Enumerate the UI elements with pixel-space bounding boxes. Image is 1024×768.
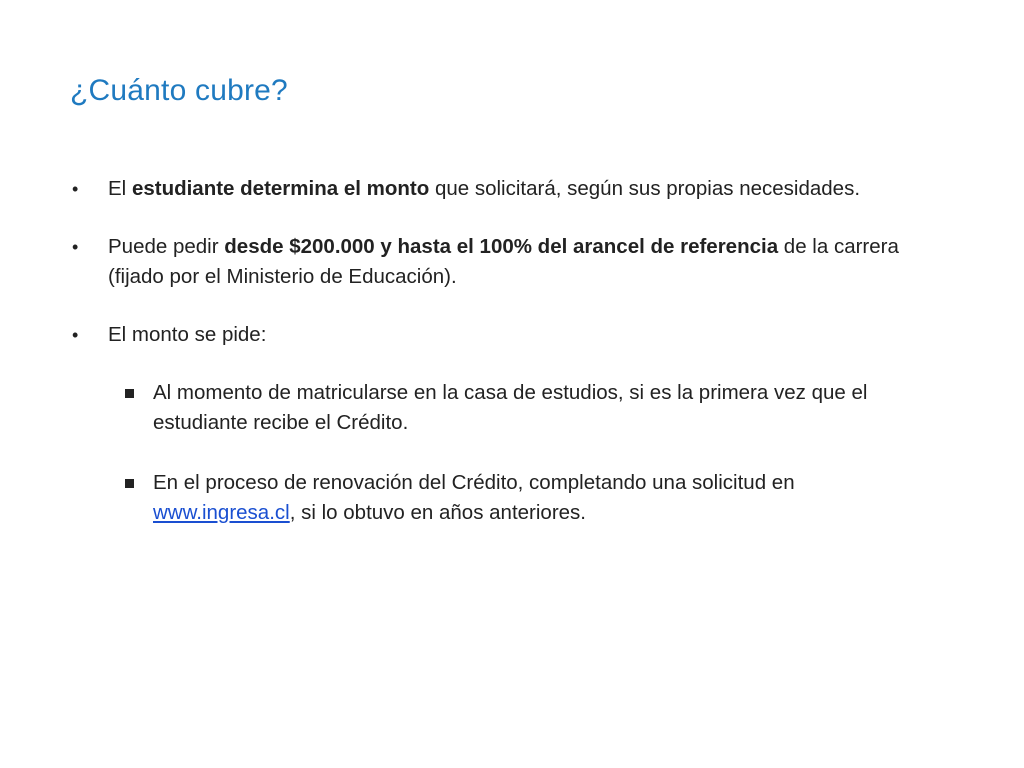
bullet-dot-icon: • — [72, 179, 79, 199]
slide-body — [70, 174, 930, 528]
square-bullet-icon — [125, 389, 134, 398]
bullet-bold-text: desde $200.000 y hasta el 100% del arancel de referencia — [224, 235, 779, 258]
square-bullet-icon — [125, 479, 134, 488]
sub-bullet-item — [70, 468, 930, 528]
bullet-item — [70, 232, 930, 292]
sub-bullet-text: Al momento de matricularse en la casa de estudios, si es la primera vez que el estudiante recibe el Crédito. — [153, 381, 868, 434]
bullet-text: de la carrera (fijado por el Ministerio de Educación). — [108, 235, 899, 288]
bullet-text: El monto se pide: — [108, 323, 267, 346]
bullet-bold-text: estudiante determina el monto — [131, 177, 430, 200]
sub-bullet-text: En el proceso de renovación del Crédito, completando una solicitud en — [153, 471, 795, 494]
sub-bullet-text: , si lo obtuvo en años anteriores. — [289, 501, 587, 524]
bullet-dot-icon: • — [72, 237, 79, 257]
sub-bullet-item — [70, 378, 930, 438]
bullet-item — [70, 320, 930, 350]
bullet-text: que solicitará, según sus propias necesidades. — [429, 177, 861, 200]
ingresa-link[interactable]: www.ingresa.cl — [153, 501, 290, 524]
bullet-text: Puede pedir — [108, 235, 225, 258]
bullet-text: El — [108, 177, 132, 200]
bullet-item — [70, 174, 930, 204]
slide-title: ¿Cuánto cubre? — [70, 74, 288, 107]
bullet-dot-icon: • — [72, 325, 79, 345]
